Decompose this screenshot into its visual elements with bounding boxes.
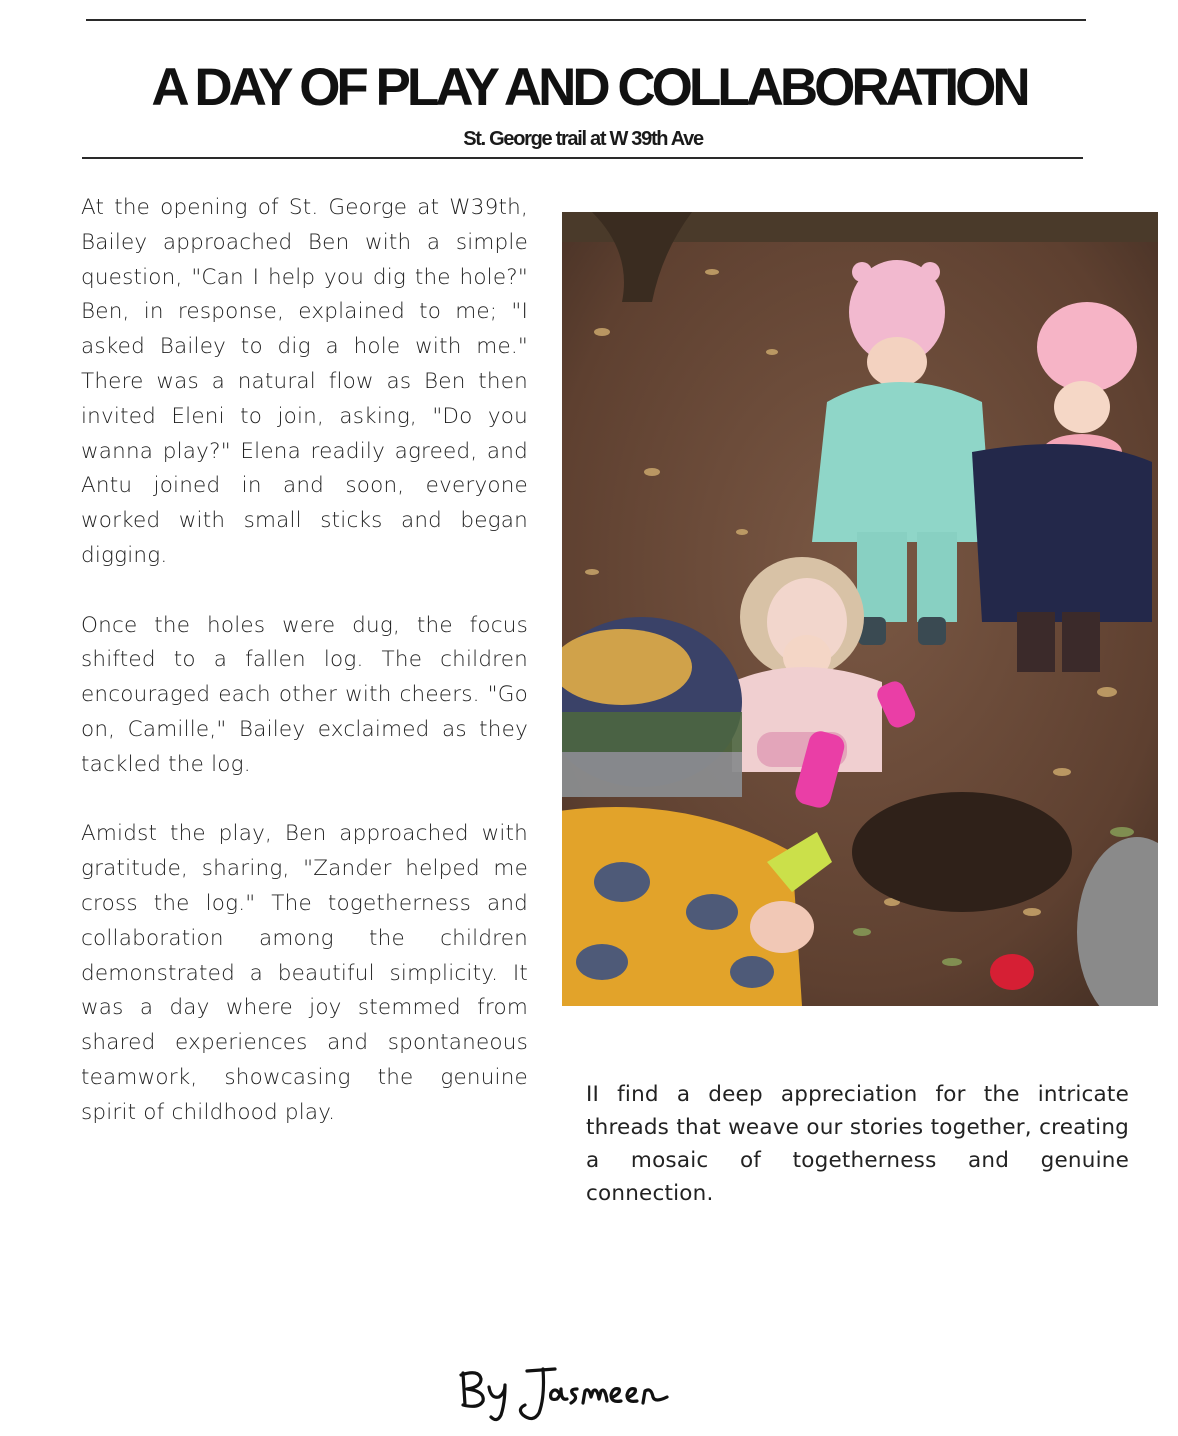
children-playing-photo bbox=[562, 212, 1158, 1006]
article-body bbox=[81, 191, 528, 1165]
paragraph-2: Once the holes were dug, the focus shifted to a fallen log. The children encouraged each other with cheers. "Go on, Camille," Bailey exclaimed as they tackled the log. bbox=[81, 612, 528, 777]
paragraph-1: At the opening of St. George at W39th, Bailey approached Ben with a simple question, "Can I help you dig the hole?" Ben, in response, explained to me; "I asked Bailey to dig a hole with me." There was a natural flow as Ben then invited Eleni to join, asking, "Do you wanna play?" Elena readily agreed, and Antu joined in and soon, everyone worked with small sticks and began digging. bbox=[81, 195, 528, 568]
closing-paragraph: II find a deep appreciation for the intricate threads that weave our stories together, creating a mosaic of togetherness and genuine connection. bbox=[586, 1082, 1129, 1206]
author-signature bbox=[455, 1363, 679, 1425]
top-rule bbox=[86, 19, 1086, 21]
page-subtitle: St. George trail at W 39th Ave bbox=[463, 128, 703, 150]
paragraph-3: Amidst the play, Ben approached with gratitude, sharing, "Zander helped me cross the log." The togetherness and collaboration among the children demonstrated a beautiful simplicity. It was a day where joy stemmed from shared experiences and spontaneous teamwork, showcasing the genuine spirit of childhood play. bbox=[81, 821, 528, 1125]
page-title: A DAY OF PLAY AND COLLABORATION bbox=[151, 58, 1027, 117]
header-rule bbox=[82, 157, 1083, 159]
